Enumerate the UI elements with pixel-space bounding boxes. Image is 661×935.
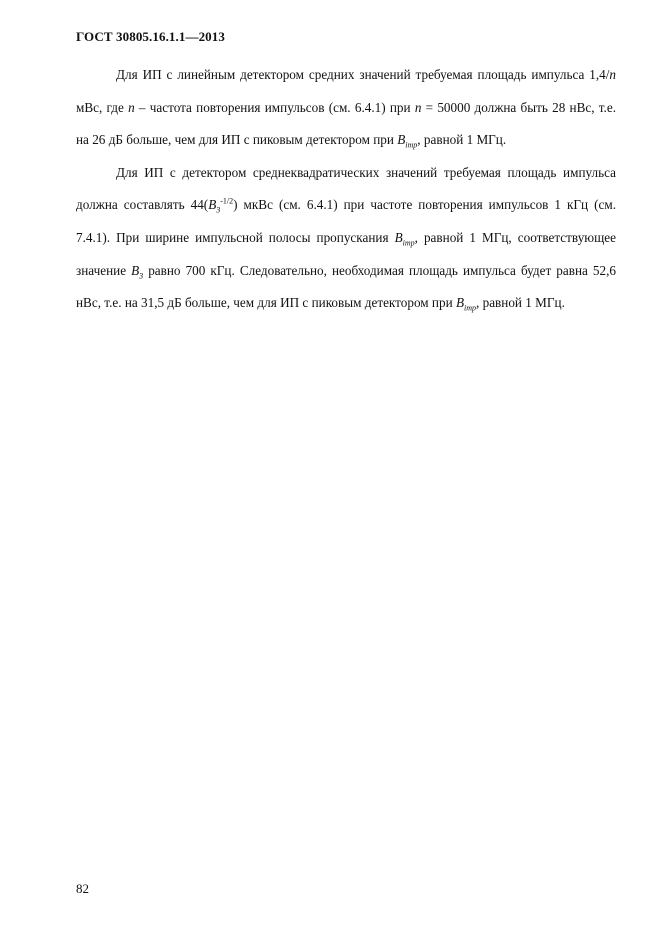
text-span: , равной 1 МГц.	[476, 295, 565, 311]
math-variable: B	[455, 295, 464, 311]
math-subscript: imp	[464, 303, 476, 313]
paragraph-1	[76, 59, 616, 157]
text-span: мВс, где	[76, 99, 129, 115]
standard-title: ГОСТ 30805.16.1.1—2013	[76, 29, 225, 44]
math-variable: B	[208, 197, 217, 213]
page-header	[76, 29, 225, 45]
body-text	[76, 59, 616, 320]
page-number: 82	[76, 881, 89, 896]
text-span: ) мкВс (см. 6.4.1) при частоте повторения импульсов 1 кГц (см. 7.4.1). При ширине импульсной полосы пропускания	[76, 197, 616, 245]
math-subscript: 3	[139, 271, 144, 281]
math-variable: B	[397, 132, 406, 148]
math-subscript: imp	[405, 140, 418, 150]
text-span: равно 700 кГц. Следовательно, необходимая площадь импульса будет равна 52,6 нВс, т.е. на 31,5 дБ больше, чем для ИП с пиковым детектором при	[76, 262, 616, 311]
math-variable: n	[414, 99, 422, 115]
math-variable: B	[394, 229, 403, 245]
text-span: = 50000 должна быть 28 нВс, т.е. на 26 дБ больше, чем для ИП с пиковым детектором при	[76, 99, 616, 148]
text-span: Для ИП с линейным детектором средних значений требуемая площадь импульса 1,4/	[116, 67, 610, 82]
math-subscript: 3	[216, 206, 221, 216]
math-variable: n	[609, 67, 616, 82]
text-span: , равной 1 МГц.	[417, 132, 507, 148]
text-span: – частота повторения импульсов (см. 6.4.1) при	[134, 99, 415, 115]
text-span: Для ИП с детектором среднеквадратических значений требуемая площадь импульса должна составлять 44(	[76, 164, 616, 213]
math-variable: n	[128, 99, 135, 115]
math-subscript: imp	[402, 238, 415, 248]
text-span: , равной 1 МГц, соответствующее значение	[76, 229, 617, 278]
math-superscript: -1/2	[220, 196, 234, 206]
paragraph-2	[76, 157, 616, 320]
math-variable: B	[131, 262, 140, 278]
